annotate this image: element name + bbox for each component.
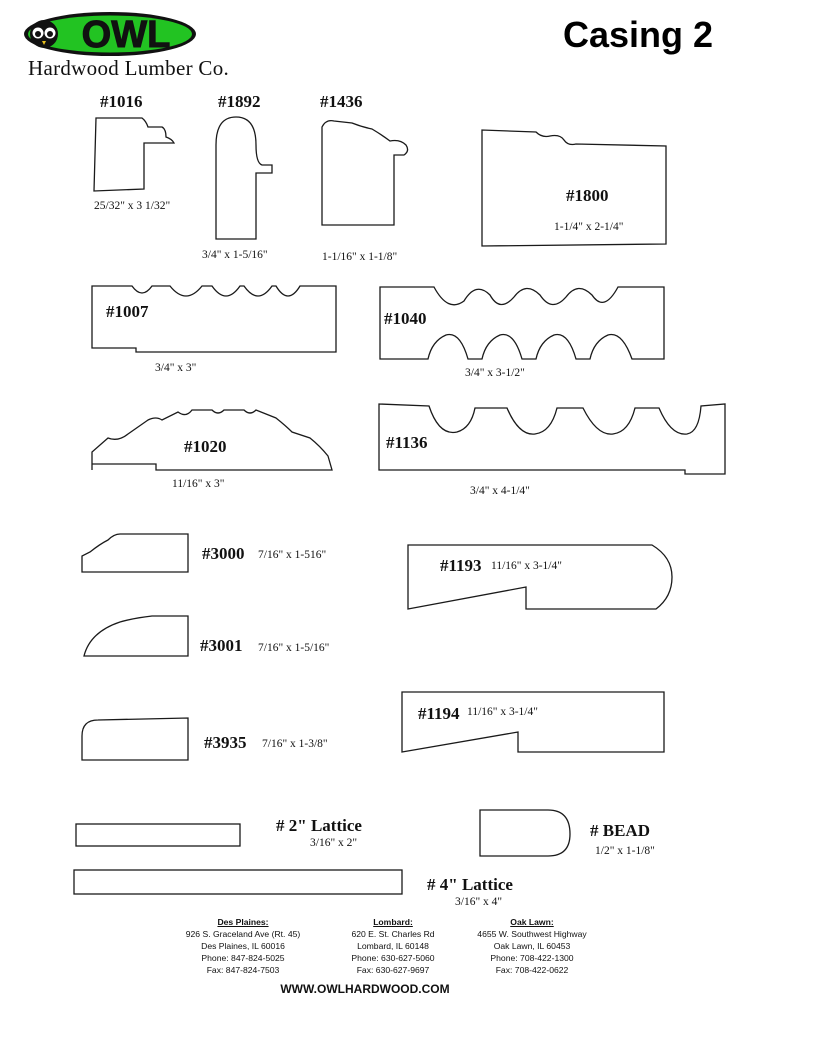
profile-code-1892: #1892 — [218, 92, 261, 111]
location-des-plaines — [168, 916, 318, 976]
profile-size-1016: 25/32" x 3 1/32" — [94, 200, 171, 212]
profile-size-1194: 11/16" x 3-1/4" — [467, 706, 538, 718]
profile-code-3000: #3000 — [202, 544, 245, 563]
profile-lattice4-drawing — [72, 868, 406, 896]
profile-size-1193: 11/16" x 3-1/4" — [491, 560, 562, 572]
location-name: Oak Lawn: — [510, 917, 554, 927]
location-phone: Phone: 847-824-5025 — [201, 953, 285, 963]
location-city: Des Plaines, IL 60016 — [201, 941, 285, 951]
profile-bead-drawing — [478, 808, 574, 860]
location-fax: Fax: 630-627-9697 — [356, 965, 430, 975]
location-fax: Fax: 847-824-7503 — [206, 965, 280, 975]
profile-code-1020: #1020 — [184, 437, 227, 456]
profile-code-lattice4: # 4" Lattice — [427, 875, 513, 894]
profile-code-1193: #1193 — [440, 556, 482, 575]
profile-size-1007: 3/4" x 3" — [155, 362, 197, 374]
location-street: 4655 W. Southwest Highway — [477, 929, 587, 939]
profile-1016-drawing — [92, 115, 182, 195]
location-oak-lawn — [462, 916, 602, 976]
profile-1193-drawing — [404, 541, 680, 613]
location-phone: Phone: 708-422-1300 — [490, 953, 574, 963]
profile-size-bead: 1/2" x 1-1/8" — [595, 845, 655, 857]
location-fax: Fax: 708-422-0622 — [495, 965, 569, 975]
svg-text:OWL: OWL — [81, 14, 171, 56]
profile-code-3935: #3935 — [204, 733, 247, 752]
profile-code-1040: #1040 — [384, 309, 427, 328]
profile-code-3001: #3001 — [200, 636, 243, 655]
profile-size-lattice4: 3/16" x 4" — [455, 896, 503, 908]
page-title: Casing 2 — [563, 14, 714, 55]
profile-size-1436: 1-1/16" x 1-1/8" — [322, 251, 398, 263]
location-street: 620 E. St. Charles Rd — [351, 929, 435, 939]
location-phone: Phone: 630-627-5060 — [351, 953, 435, 963]
profile-lattice2-drawing — [74, 822, 244, 848]
profile-code-1007: #1007 — [106, 302, 149, 321]
location-name: Lombard: — [373, 917, 413, 927]
profile-3935-drawing — [78, 714, 194, 764]
profile-3001-drawing — [80, 612, 194, 660]
company-name: Hardwood Lumber Co. — [28, 56, 230, 80]
owl-logo — [22, 10, 198, 58]
profile-size-3001: 7/16" x 1-5/16" — [258, 642, 330, 654]
profile-1136-drawing — [375, 398, 731, 478]
location-lombard — [328, 916, 458, 976]
profile-code-1194: #1194 — [418, 704, 460, 723]
location-city: Oak Lawn, IL 60453 — [493, 941, 571, 951]
profile-code-1136: #1136 — [386, 433, 428, 452]
profile-size-3000: 7/16" x 1-516" — [258, 549, 327, 561]
website-link[interactable]: WWW.OWLHARDWOOD.COM — [280, 982, 450, 996]
location-city: Lombard, IL 60148 — [357, 941, 429, 951]
profile-3000-drawing — [78, 530, 192, 576]
profile-code-lattice2: # 2" Lattice — [276, 816, 362, 835]
location-street: 926 S. Graceland Ave (Rt. 45) — [185, 929, 301, 939]
profile-size-1040: 3/4" x 3-1/2" — [465, 367, 525, 379]
profile-size-lattice2: 3/16" x 2" — [310, 837, 358, 849]
profile-size-1892: 3/4" x 1-5/16" — [202, 249, 268, 261]
profile-size-1020: 11/16" x 3" — [172, 478, 225, 490]
profile-code-bead: # BEAD — [590, 821, 650, 840]
profile-1436-drawing — [318, 115, 414, 230]
profile-code-1800: #1800 — [566, 186, 609, 205]
profile-1892-drawing — [212, 115, 282, 245]
profile-size-3935: 7/16" x 1-3/8" — [262, 738, 328, 750]
location-name: Des Plaines: — [217, 917, 269, 927]
profile-code-1016: #1016 — [100, 92, 143, 111]
profile-code-1436: #1436 — [320, 92, 363, 111]
profile-size-1800: 1-1/4" x 2-1/4" — [554, 221, 624, 233]
profile-size-1136: 3/4" x 4-1/4" — [470, 485, 530, 497]
